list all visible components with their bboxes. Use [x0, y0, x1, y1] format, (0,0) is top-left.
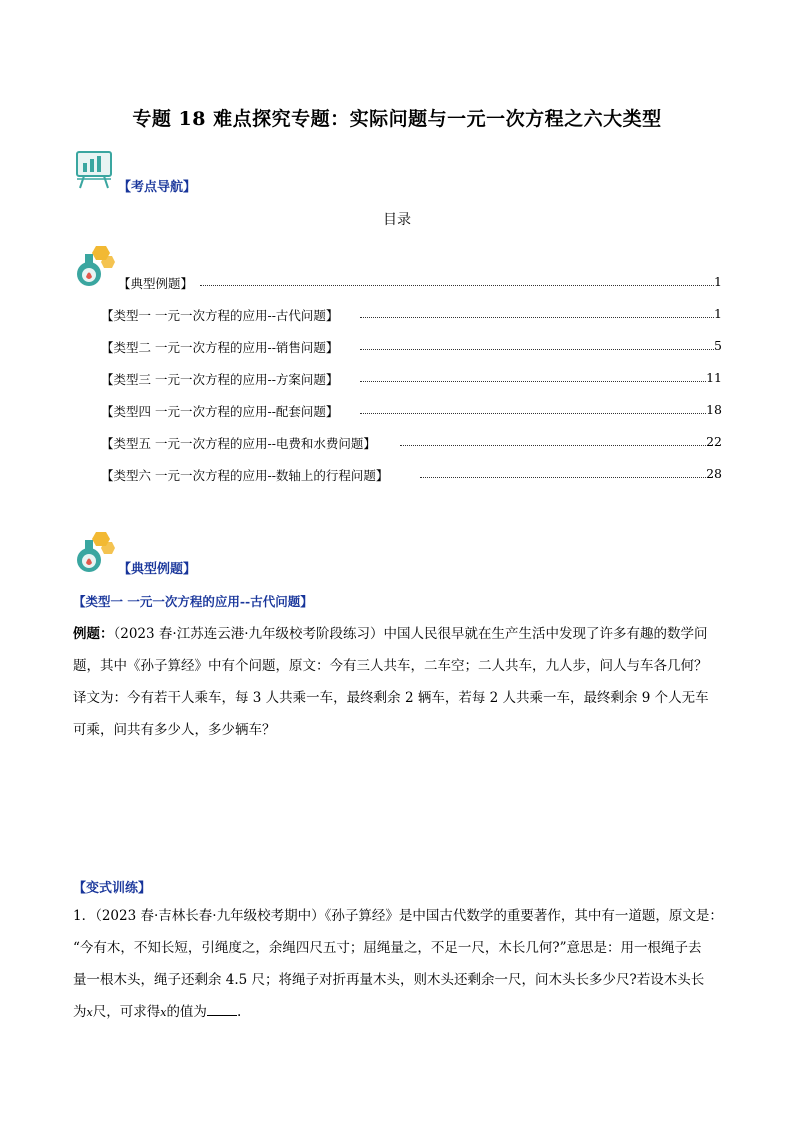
example-label: 例题：	[73, 626, 114, 642]
type1-heading: 【类型一 一元一次方程的应用--古代问题】	[73, 594, 313, 609]
practice-line-3: 量一根木头，绳子还剩余 4.5 尺；将绳子对折再量木头，则木头还剩余一尺，问木头长多少尺?若设木头长	[73, 972, 705, 988]
chemistry-flask-icon	[72, 530, 116, 574]
toc-leader	[400, 445, 706, 446]
toc-row-type6[interactable]	[0, 466, 794, 484]
example-line-2: 题，其中《孙子算经》中有个问题，原文：今有三人共车，二车空；二人共车，九人步，问人与车各几何？	[73, 658, 708, 674]
toc-row-type1[interactable]	[0, 306, 794, 324]
toc-row-examples[interactable]	[0, 274, 794, 292]
toc-row-type2[interactable]	[0, 338, 794, 356]
variable-x: x	[160, 1006, 167, 1019]
toc-label: 【典型例题】	[118, 274, 197, 292]
toc-leader	[360, 349, 714, 350]
toc-page: 1	[714, 306, 722, 321]
examples-heading: 【典型例题】	[118, 562, 197, 577]
toc-row-type5[interactable]	[0, 434, 794, 452]
practice-line-4: 为x尺，可求得x的值为 .	[73, 996, 723, 1029]
toc-label: 【类型六 一元一次方程的应用--数轴上的行程问题】	[101, 466, 392, 484]
example-line-1: 例题：（2023 春·江苏连云港·九年级校考阶段练习）中国人民很早就在生产生活中发现了许多有趣的数学问	[73, 626, 708, 642]
toc-page: 11	[706, 370, 722, 385]
practice-paragraph	[73, 900, 723, 1029]
toc-page: 18	[706, 402, 722, 417]
toc-label: 【类型五 一元一次方程的应用--电费和水费问题】	[101, 434, 380, 452]
toc-label: 【类型三 一元一次方程的应用--方案问题】	[101, 370, 342, 388]
toc-page: 28	[706, 466, 722, 481]
toc-page: 1	[714, 274, 722, 289]
toc-row-type4[interactable]	[0, 402, 794, 420]
toc-leader	[360, 413, 706, 414]
practice-line-2: “今有木，不知长短，引绳度之，余绳四尺五寸；屈绳量之，不足一尺，木长几何?”意思是：用一根绳子去	[73, 940, 702, 956]
toc-leader	[360, 317, 714, 318]
toc-page: 22	[706, 434, 722, 449]
toc-label: 【类型一 一元一次方程的应用--古代问题】	[101, 306, 342, 324]
toc-label: 【类型四 一元一次方程的应用--配套问题】	[101, 402, 342, 420]
toc-leader	[420, 477, 706, 478]
toc-leader	[200, 285, 714, 286]
example-paragraph	[73, 618, 723, 746]
toc-row-type3[interactable]	[0, 370, 794, 388]
variable-x: x	[86, 1006, 93, 1019]
presentation-board-icon	[74, 148, 116, 190]
page-title: 专题 18 难点探究专题：实际问题与一元一次方程之六大类型	[132, 108, 662, 130]
example-line-3: 译文为：今有若干人乘车，每 3 人共乘一车，最终剩余 2 辆车，若每 2 人共乘一车，最终剩余 9 个人无车	[73, 690, 709, 706]
toc-page: 5	[714, 338, 722, 353]
practice-line-1: 1．（2023 春·吉林长春·九年级校考期中）《孙子算经》是中国古代数学的重要著作，其中有一道题，原文是：	[73, 908, 723, 924]
example-line-4: 可乘，问共有多少人，多少辆车？	[73, 722, 276, 738]
toc-leader	[360, 381, 706, 382]
nav-heading: 【考点导航】	[118, 180, 197, 195]
practice-heading: 【变式训练】	[73, 881, 152, 896]
answer-blank[interactable]	[207, 1001, 237, 1016]
toc-title: 目录	[383, 212, 411, 228]
toc-label: 【类型二 一元一次方程的应用--销售问题】	[101, 338, 342, 356]
